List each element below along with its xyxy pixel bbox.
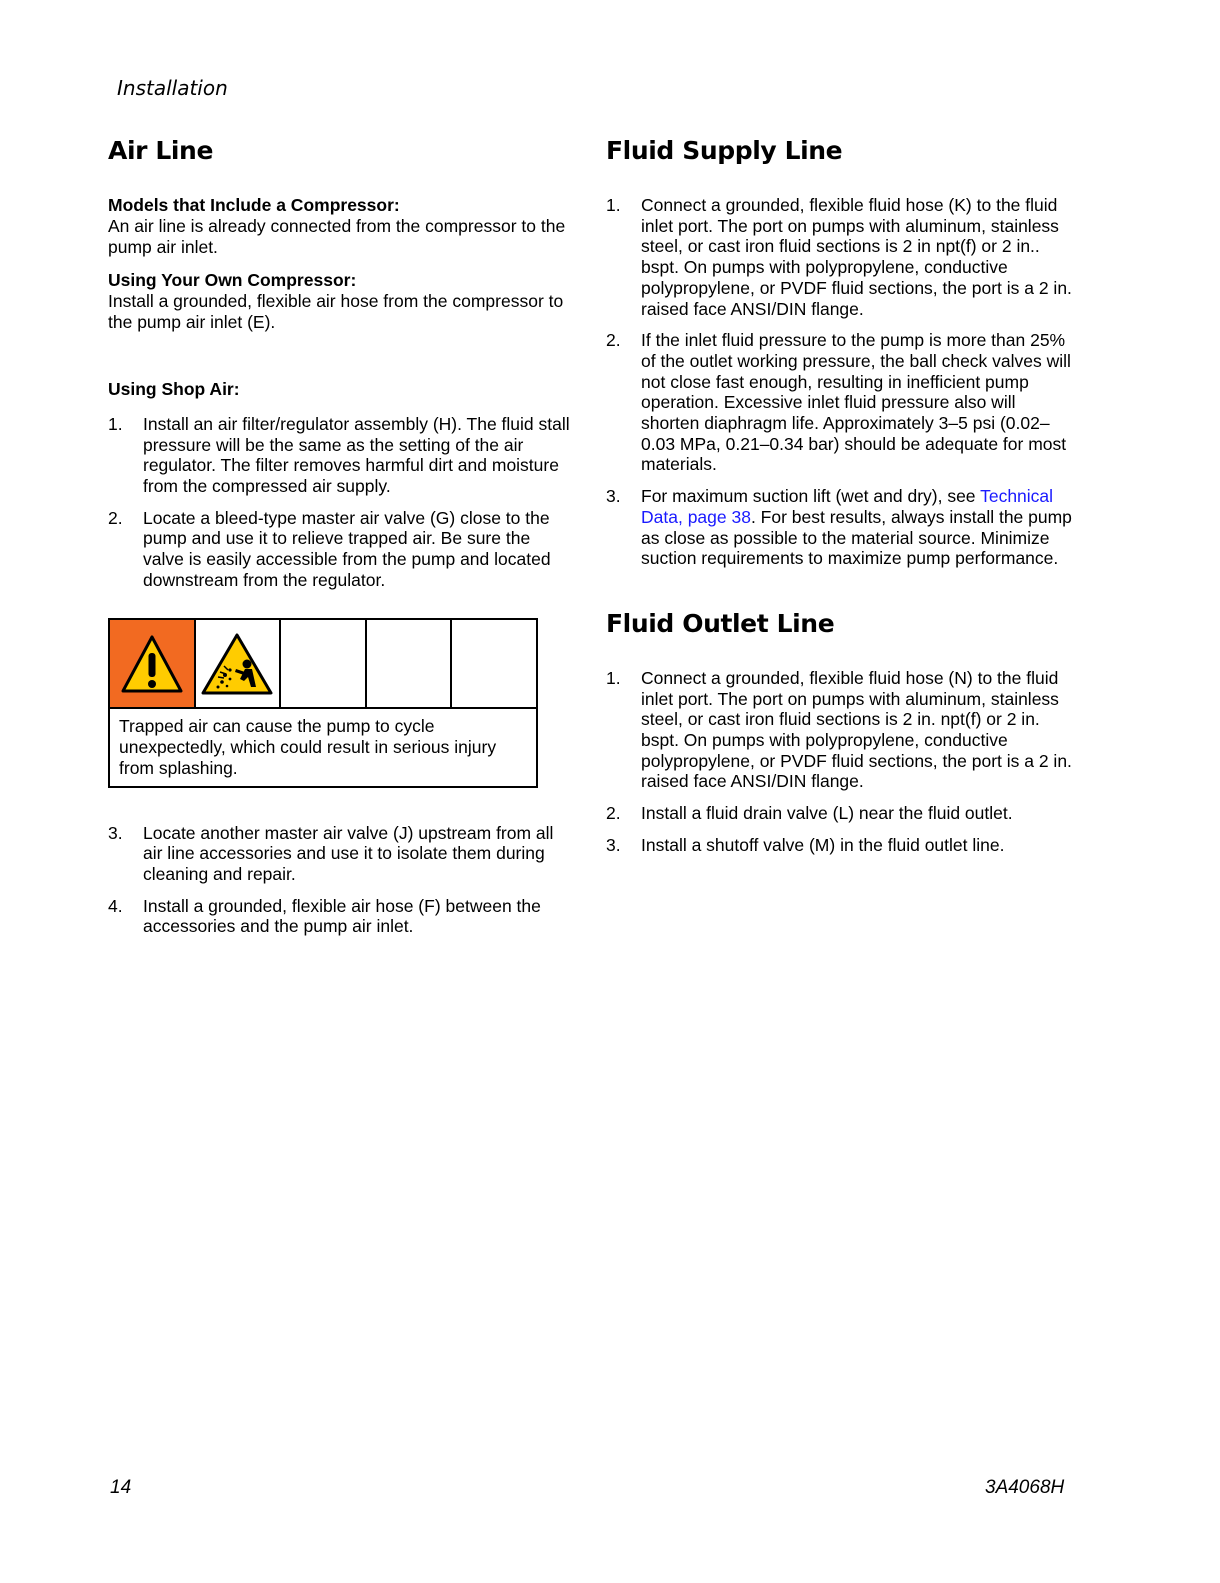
shop-air-steps-a [108, 414, 574, 591]
warning-exclamation-icon [110, 620, 196, 707]
list-item: 3. Install a shutoff valve (M) in the fluid outlet line. [606, 834, 1005, 855]
list-item: 3. Locate another master air valve (J) upstream from all air line accessories and use it to isolate them during cleaning and repair. [108, 822, 554, 884]
fluid-supply-steps [606, 195, 1072, 569]
models-heading: Models that Include a Compressor: [108, 195, 400, 215]
list-item: 1. Install an air filter/regulator assembly (H). The fluid stall pressure will be the same as the setting of the air regulator. The filter removes harmful dirt and moisture from the compressed air supply. [108, 413, 570, 496]
air-line-title: Air Line [108, 136, 214, 165]
list-item: 4. Install a grounded, flexible air hose (F) between the accessories and the pump air inlet. [108, 895, 541, 937]
list-item: 2. If the inlet fluid pressure to the pump is more than 25% of the outlet working pressure, the ball check valves will not close fast enough, resulting in inefficient pump operation. Excessive inlet fluid pressure also will shorten diaphragm life. Approximately 3–5 psi (0.02–0.03 MPa, 0.21–0.34 bar) should be adequate for most materials. [606, 330, 1071, 475]
technical-data-link[interactable]: Technical Data, page 38 [641, 486, 1054, 527]
warning-icon-row [110, 620, 536, 709]
list-item: 1. Connect a grounded, flexible fluid hose (N) to the fluid inlet port. The port on pumps with aluminum, stainless steel, or cast iron fluid sections is 2 in. npt(f) or 2 in. bspt. On pumps with polypropylene, conductive polypropylene, or PVDF fluid sections, the port is a 2 in. raised face ANSI/DIN flange. [606, 667, 1072, 792]
page-header: Installation [117, 76, 228, 100]
document-number: 3A4068H [985, 1477, 1065, 1498]
own-compressor-heading: Using Your Own Compressor: [108, 270, 357, 291]
page-number: 14 [110, 1477, 132, 1498]
shop-air-steps-b [108, 823, 574, 938]
list-item: 1. Connect a grounded, flexible fluid hose (K) to the fluid inlet port. The port on pumps with aluminum, stainless steel, or cast iron fluid sections is 2 in npt(f) or 2 in.. bspt. On pumps with polypropylene, conductive polypropylene, or PVDF fluid sections, the port is a 2 in. raised face ANSI/DIN flange. [606, 195, 1072, 319]
step3-pre: For maximum suction lift (wet and dry), see [641, 486, 981, 507]
shop-air-heading: Using Shop Air: [108, 378, 240, 399]
empty-icon-cell [452, 620, 536, 707]
empty-icon-cell [281, 620, 367, 707]
fluid-supply-title: Fluid Supply Line [606, 136, 843, 165]
own-compressor-text: Install a grounded, flexible air hose from the compressor to the pump air inlet (E). [108, 291, 564, 333]
models-block [108, 195, 574, 257]
empty-icon-cell [367, 620, 453, 707]
fluid-outlet-steps [606, 668, 1072, 856]
right-column [606, 136, 1072, 867]
own-compressor-block [108, 270, 574, 332]
list-item: 2. Locate a bleed-type master air valve (G) close to the pump and use it to relieve trapped air. Be sure the valve is easily accessible from the pump and located downstream from the regulator. [108, 507, 551, 590]
warning-text: Trapped air can cause the pump to cycle unexpectedly, which could result in serious injury from splashing. [119, 716, 497, 778]
warning-box [108, 618, 538, 787]
models-text: An air line is already connected from the compressor to the pump air inlet. [108, 216, 566, 257]
fluid-outlet-title: Fluid Outlet Line [606, 608, 835, 638]
list-item: 2. Install a fluid drain valve (L) near the fluid outlet. [606, 803, 1013, 824]
step3-post: . For best results, always install the pump as close as possible to the material source. Minimize suction requirements to maximize pump performance. [641, 506, 1072, 569]
list-item: 3. For maximum suction lift (wet and dry), see Technical Data, page 38. For best results, always install the pump as close as possible to the material source. Minimize suction requirements to maximize pump performance. [606, 486, 1072, 569]
splash-hazard-icon [196, 620, 282, 707]
left-column [108, 136, 574, 948]
